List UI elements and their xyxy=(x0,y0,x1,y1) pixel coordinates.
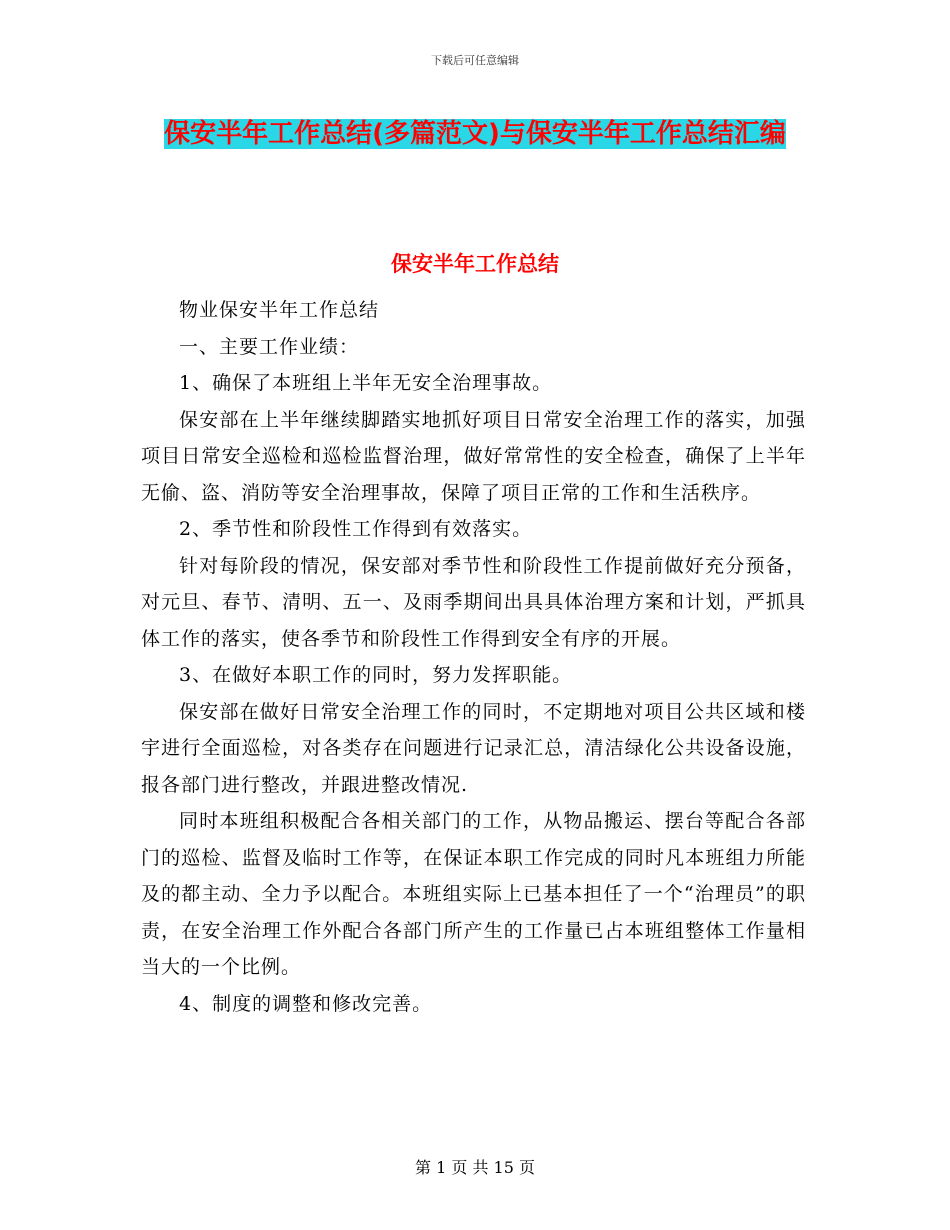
header-note: 下载后可任意编辑 xyxy=(431,54,519,67)
document-title xyxy=(140,112,810,156)
section-title: 保安半年工作总结 xyxy=(391,252,559,276)
page-footer: 第 1 页 共 15 页 xyxy=(415,1158,535,1177)
paragraph: 同时本班组积极配合各相关部门的工作，从物品搬运、摆台等配合各部门的巡检、监督及临时工作等，在保证本职工作完成的同时凡本班组力所能及的都主动、全力予以配合。本班组实际上已基本担任了一个“治理员”的职责，在安全治理工作外配合各部门所产生的工作量已占本班组整体工作量相当大的一个比例。 xyxy=(141,810,806,978)
paragraph: 保安部在上半年继续脚踏实地抓好项目日常安全治理工作的落实，加强项目日常安全巡检和巡检监督治理，做好常常性的安全检查，确保了上半年无偷、盗、消防等安全治理事故，保障了项目正常的工作和生活秩序。 xyxy=(141,408,806,504)
paragraph: 4、制度的调整和修改完善。 xyxy=(179,992,433,1015)
paragraph: 物业保安半年工作总结 xyxy=(179,299,380,321)
paragraph: 针对每阶段的情况，保安部对季节性和阶段性工作提前做好充分预备，对元旦、春节、清明、五一、及雨季期间出具具体治理方案和计划，严抓具体工作的落实，使各季节和阶段性工作得到安全有序的开展。 xyxy=(141,554,806,650)
paragraph: 一、主要工作业绩： xyxy=(179,335,360,358)
paragraph: 1、确保了本班组上半年无安全治理事故。 xyxy=(179,372,553,394)
document-title-text: 保安半年工作总结(多篇范文)与保安半年工作总结汇编 xyxy=(164,119,786,149)
paragraph: 3、在做好本职工作的同时，努力发挥职能。 xyxy=(179,664,573,686)
paragraph: 2、季节性和阶段性工作得到有效落实。 xyxy=(179,518,533,540)
document-body xyxy=(141,292,806,1022)
paragraph: 保安部在做好日常安全治理工作的同时，不定期地对项目公共区域和楼宇进行全面巡检，对各类存在问题进行记录汇总，清洁绿化公共设备设施，报各部门进行整改，并跟进整改情况. xyxy=(141,700,806,796)
